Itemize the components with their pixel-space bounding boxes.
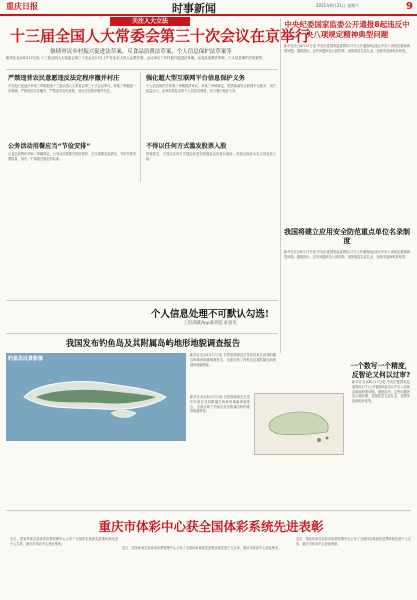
bottom-headline: 重庆市体彩中心获全国体彩系统先进表彰	[98, 519, 324, 534]
divider	[6, 510, 411, 511]
map-story-body: 新华社北京8月17日电 自然资源部近日发布钓鱼岛及其附属岛屿地形地貌调查报告，全面反映了钓鱼岛及其附属岛屿的地形地貌特征。	[190, 353, 276, 367]
mid-subhead: 工信部就App新规征求意见	[183, 321, 237, 326]
story-body: 个人信息保护法草案三审稿提请审议。草案三审稿规定，提供基础性互联网平台服务、用户数量巨大、业务类型复杂的个人信息处理者，应当履行相应义务。	[146, 84, 276, 93]
masthead	[0, 0, 417, 16]
topic-tag: 关注人大立法	[110, 17, 190, 26]
mid-headline: 个人信息处理不可默认勾选!	[150, 309, 270, 320]
right-headline-2: 我国将建立应用安全防范重点单位名录制度	[284, 228, 410, 245]
story-body: 反食品浪费法草案二审稿规定，公务活动需要安排用餐的，应当根据实际情况，节俭安排用餐数量、形式，不得超过规定的标准。	[8, 152, 136, 161]
lead-lede: 新华社北京8月17日电 十三届全国人大常委会第三十次会议17日上午在北京人民大会堂开幕。会议审议了乡村振兴促进法草案、反食品浪费法草案、个人信息保护法草案等。	[6, 56, 266, 60]
newspaper-logo: 重庆日报	[6, 1, 38, 11]
column-divider	[140, 72, 141, 182]
lead-headline: 十三届全国人大常委会第三十次会议在京举行	[10, 27, 311, 45]
lead-subhead: 继续审议乡村振兴促进法草案、反食品浪费法草案、个人信息保护法草案等	[50, 49, 232, 55]
page-number: 9	[406, 1, 413, 12]
right-headline: 中央纪委国家监委公开通报8起违反中央八项规定精神典型问题	[284, 20, 410, 39]
bottom-body-mid: 近日，国家体育总局体育彩票管理中心公布了全国体彩系统先进集体和先进个人名单，重庆市体彩中心获此殊荣。	[122, 546, 282, 550]
section-title: 时事新闻	[172, 2, 216, 15]
bottom-body-right: 近日，国家体育总局体育彩票管理中心公布了全国体彩系统先进集体和先进个人名单，重庆市体彩中心获此殊荣。	[296, 537, 411, 546]
divider	[6, 300, 278, 301]
divider	[6, 333, 278, 334]
right-story-body: 新华社北京8月17日电 中央纪委国家监委网站17日公开通报8起违反中央八项规定精神典型问题。通报指出，这些问题涉及公款吃喝、违规收送礼品礼金、违规发放津贴补贴等。	[284, 44, 410, 53]
story-title: 严禁违背农民意愿违反法定程序撤并村庄	[8, 75, 120, 82]
story-title: 公务活动用餐应当“节俭安排”	[8, 143, 91, 150]
right-story-body-3: 新华社北京8月17日电 中央纪委国家监委网站17日公开通报8起违反中央八项规定精神典型问题。通报指出，这些问题涉及公款吃喝、违规收送礼品礼金、违规发放津贴补贴等。	[352, 380, 410, 404]
dateline: 2021年8月21日 星期六	[316, 3, 360, 8]
story-body: 乡村振兴促进法草案三审稿提请十三届全国人大常委会第三十次会议审议。草案三审稿进一步明确，严格规范村庄撤并，严禁违背农民意愿、违反法定程序撤并村庄。	[8, 84, 136, 93]
divider	[6, 69, 278, 70]
map-headline: 我国发布钓鱼岛及其附属岛屿地形地貌调查报告	[65, 338, 241, 348]
islands-map	[254, 393, 344, 455]
column-divider	[280, 18, 281, 353]
map-story-body-2: 新华社北京8月17日电 自然资源部近日发布钓鱼岛及其附属岛屿地形地貌调查报告，全面反映了钓鱼岛及其附属岛屿的地形地貌特征。	[190, 395, 250, 414]
story-title: 不得以任何方式滥发股票入股	[146, 143, 227, 150]
bottom-body-left: 近日，国家体育总局体育彩票管理中心公布了全国体彩系统先进集体和先进个人名单，重庆市体彩中心获此殊荣。	[10, 537, 118, 546]
island-photo	[6, 353, 186, 441]
right-headline-3: 一个数写一个精度，反智论又何以过审?	[350, 362, 412, 379]
right-story-body-2: 新华社北京8月17日电 中央纪委国家监委网站17日公开通报8起违反中央八项规定精神典型问题。通报指出，这些问题涉及公款吃喝、违规收送礼品礼金、违规发放津贴补贴等。	[284, 250, 410, 259]
story-body: 草案规定，不得以任何方式强迫或者变相强迫农民进行流转，或者以流转为名占用农民土地。	[146, 152, 276, 161]
photo-caption: 钓鱼岛远景影像	[8, 356, 44, 362]
story-title: 强化超大型互联网平台信息保护义务	[146, 75, 245, 82]
